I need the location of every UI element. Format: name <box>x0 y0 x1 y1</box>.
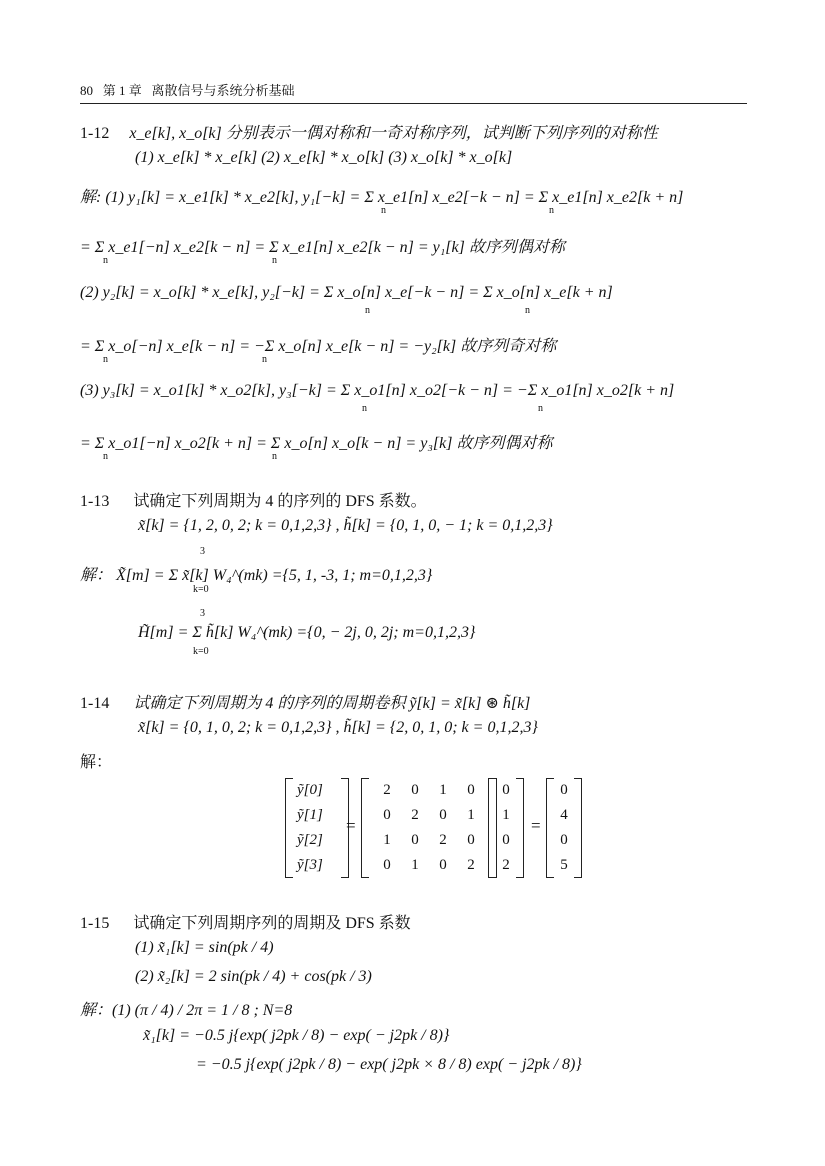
solution-line: 解： X̃[m] = Σ x̃[k] W₄^(mk) ={5, 1, -3, 1; m=0,1,2,3} <box>80 567 433 584</box>
sum-index: n <box>365 305 370 316</box>
x-vector <box>488 778 524 878</box>
solution-label: 解： <box>80 754 113 771</box>
chapter-label: 第 1 章 <box>102 83 142 98</box>
problem-statement: 试确定下列周期为 4 的序列的 DFS 系数。 <box>133 493 427 510</box>
result-vector <box>546 778 582 878</box>
sum-index: n <box>262 354 267 365</box>
vector-entry: 2 <box>502 857 510 873</box>
solution-line: (2) y₂[k] = x_o[k] * x_e[k], y₂[−k] = Σ x_o[n] x_e[−k − n] = Σ x_o[n] x_e[k + n] <box>80 284 613 301</box>
sum-index: n <box>381 205 386 216</box>
matrix-row: 0 2 0 1 <box>383 807 475 823</box>
vector-entry: 4 <box>560 807 568 823</box>
sum-upper: 3 <box>200 546 205 557</box>
problem-number: 1-12 <box>80 125 110 142</box>
matrix-row: 1 0 2 0 <box>383 832 475 848</box>
matrix-row: 2 0 1 0 <box>383 782 475 798</box>
problem-1-14 <box>80 690 530 713</box>
vector-entry: 0 <box>560 832 568 848</box>
problem-1-15 <box>80 910 411 933</box>
vector-entry: ỹ[0] <box>297 782 323 798</box>
sum-index: n <box>103 354 108 365</box>
vector-entry: 0 <box>560 782 568 798</box>
problem-number: 1-14 <box>80 695 110 712</box>
sum-index: n <box>103 255 108 266</box>
solution-line: = −0.5 j{exp( j2pk / 8) − exp( j2pk × 8 / 8) exp( − j2pk / 8)} <box>196 1056 582 1073</box>
equals-sign: = <box>531 816 541 835</box>
vector-entry: ỹ[3] <box>297 857 323 873</box>
page-header <box>80 80 295 99</box>
solution-line: = Σ x_o[−n] x_e[k − n] = −Σ x_o[n] x_e[k − n] = −y₂[k] 故序列奇对称 <box>80 338 557 355</box>
solution-line: 解: (1) y₁[k] = x_e1[k] * x_e2[k], y₁[−k] = Σ x_e1[n] x_e2[−k − n] = Σ x_e1[n] x_e2[k + n] <box>80 189 684 206</box>
chapter-title: 离散信号与系统分析基础 <box>151 83 295 98</box>
sum-index: n <box>538 403 543 414</box>
problem-1-12 <box>80 120 658 143</box>
vector-entry: 0 <box>502 782 510 798</box>
vector-entry: 5 <box>560 857 568 873</box>
solution-line: x̃₁[k] = −0.5 j{exp( j2pk / 8) − exp( − j2pk / 8)} <box>143 1027 450 1044</box>
vector-entry: ỹ[2] <box>297 832 323 848</box>
solution-line: 解：(1) (π / 4) / 2π = 1 / 8 ; N=8 <box>80 1002 293 1019</box>
vector-entry: 1 <box>502 807 510 823</box>
page-number: 80 <box>80 83 93 98</box>
header-rule <box>80 103 747 104</box>
y-vector <box>285 778 349 878</box>
problem-item: (1) x̃₁[k] = sin(pk / 4) <box>135 939 274 956</box>
sum-lower: k=0 <box>193 646 209 657</box>
vector-entry: 0 <box>502 832 510 848</box>
equals-sign: = <box>346 816 356 835</box>
solution-line: = Σ x_e1[−n] x_e2[k − n] = Σ x_e1[n] x_e2[k − n] = y₁[k] 故序列偶对称 <box>80 239 565 256</box>
problem-statement: 试确定下列周期为 4 的序列的周期卷积 ỹ[k] = x̃[k] ⊛ h̃[k] <box>133 695 531 712</box>
problem-item: (2) x̃₂[k] = 2 sin(pk / 4) + cos(pk / 3) <box>135 968 372 985</box>
solution-line: H̃[m] = Σ h̃[k] W₄^(mk) ={0, − 2j, 0, 2j; m=0,1,2,3} <box>138 624 476 641</box>
sum-index: n <box>272 255 277 266</box>
problem-statement: 试确定下列周期序列的周期及 DFS 系数 <box>133 915 411 932</box>
problem-number: 1-15 <box>80 915 110 932</box>
given-sequences: x̃[k] = {1, 2, 0, 2; k = 0,1,2,3} , h̃[k] = {0, 1, 0, − 1; k = 0,1,2,3} <box>138 517 553 534</box>
sum-index: n <box>272 451 277 462</box>
vector-entry: ỹ[1] <box>297 807 323 823</box>
problem-1-13 <box>80 488 427 511</box>
solution-line: = Σ x_o1[−n] x_o2[k + n] = Σ x_o[n] x_o[k − n] = y₃[k] 故序列偶对称 <box>80 435 553 452</box>
problem-number: 1-13 <box>80 493 110 510</box>
circulant-matrix <box>361 778 497 878</box>
given-sequences: x̃[k] = {0, 1, 0, 2; k = 0,1,2,3} , h̃[k] = {2, 0, 1, 0; k = 0,1,2,3} <box>138 719 538 736</box>
sum-index: n <box>549 205 554 216</box>
sum-index: n <box>103 451 108 462</box>
solution-line: (3) y₃[k] = x_o1[k] * x_o2[k], y₃[−k] = Σ x_o1[n] x_o2[−k − n] = −Σ x_o1[n] x_o2[k + n] <box>80 382 675 399</box>
sum-index: n <box>525 305 530 316</box>
problem-items: (1) x_e[k] * x_e[k] (2) x_e[k] * x_o[k] (3) x_o[k] * x_o[k] <box>135 149 513 166</box>
sum-upper: 3 <box>200 608 205 619</box>
problem-statement: x_e[k], x_o[k] 分别表示一偶对称和一奇对称序列，试判断下列序列的对称性 <box>129 125 658 142</box>
matrix-row: 0 1 0 2 <box>383 857 475 873</box>
sum-index: n <box>362 403 367 414</box>
sum-lower: k=0 <box>193 584 209 595</box>
